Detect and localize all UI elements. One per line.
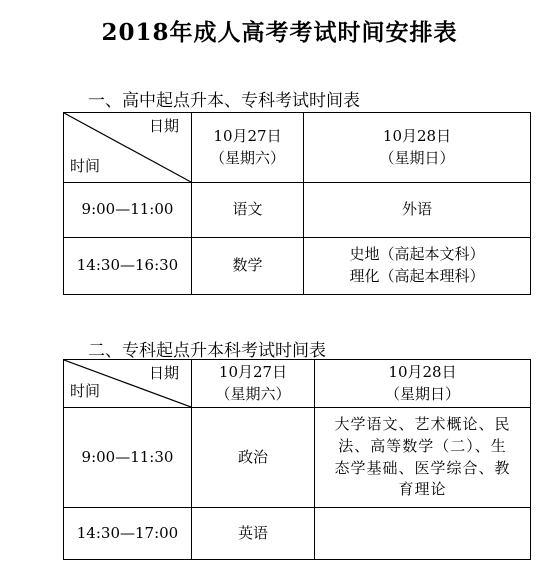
- subject-day1-cell: 数学: [192, 238, 304, 295]
- section1-heading: 一、高中起点升本、专科考试时间表: [88, 91, 360, 111]
- subject-day2-cell: [304, 183, 531, 238]
- column-header-day2: [315, 360, 531, 408]
- column-date: 10月28日: [382, 126, 452, 145]
- subject-day1-cell: 英语: [192, 508, 315, 560]
- time-cell: 9:00—11:00: [64, 183, 192, 238]
- subject-line: 史地（高起本文科）: [349, 245, 485, 264]
- schedule-table-1: [63, 112, 531, 295]
- subject-line: 外语: [401, 200, 432, 219]
- corner-cell: [64, 360, 192, 408]
- column-weekday: （星期日）: [384, 384, 460, 403]
- column-weekday: （星期日）: [379, 148, 455, 167]
- table-row: [64, 408, 531, 508]
- subject-line: 理化（高起本理科）: [349, 267, 485, 285]
- time-cell: 14:30—16:30: [64, 238, 192, 295]
- table-header-row: [64, 113, 531, 183]
- section2-heading: 二、专科起点升本科考试时间表: [88, 341, 326, 361]
- time-cell: 9:00—11:30: [64, 408, 192, 508]
- subject-day1-cell: 政治: [192, 408, 315, 508]
- corner-cell: [64, 113, 192, 183]
- column-date: 10月27日: [218, 362, 288, 381]
- subject-day2-cell: [315, 508, 531, 560]
- page-title: 2018年成人高考考试时间安排表: [101, 19, 458, 46]
- column-header-day1: [192, 113, 304, 183]
- subject-line: 态学基础、医学综合、教: [334, 458, 511, 477]
- schedule-table-2: [63, 359, 531, 560]
- table-header-row: [64, 360, 531, 408]
- corner-time-label: 时间: [70, 157, 101, 176]
- corner-time-label: 时间: [70, 382, 101, 401]
- time-cell: 14:30—17:00: [64, 508, 192, 560]
- table-row: [64, 238, 531, 295]
- table-row: [64, 508, 531, 560]
- subject-line: 大学语文、艺术概论、民: [334, 415, 511, 433]
- table-row: [64, 183, 531, 238]
- column-header-day2: [304, 113, 531, 183]
- corner-date-label: 日期: [148, 117, 179, 135]
- column-date: 10月27日: [213, 126, 282, 145]
- column-weekday: （星期六）: [215, 384, 291, 403]
- subject-day1-cell: 语文: [192, 183, 304, 238]
- column-date: 10月28日: [388, 362, 457, 381]
- subject-day2-cell: [315, 408, 531, 508]
- subject-line: 法、高等数学（二）、生: [338, 436, 507, 455]
- column-header-day1: [192, 360, 315, 408]
- subject-line: 育理论: [398, 480, 447, 499]
- column-weekday: （星期六）: [209, 148, 285, 167]
- corner-date-label: 日期: [148, 364, 179, 382]
- subject-day2-cell: [304, 238, 531, 295]
